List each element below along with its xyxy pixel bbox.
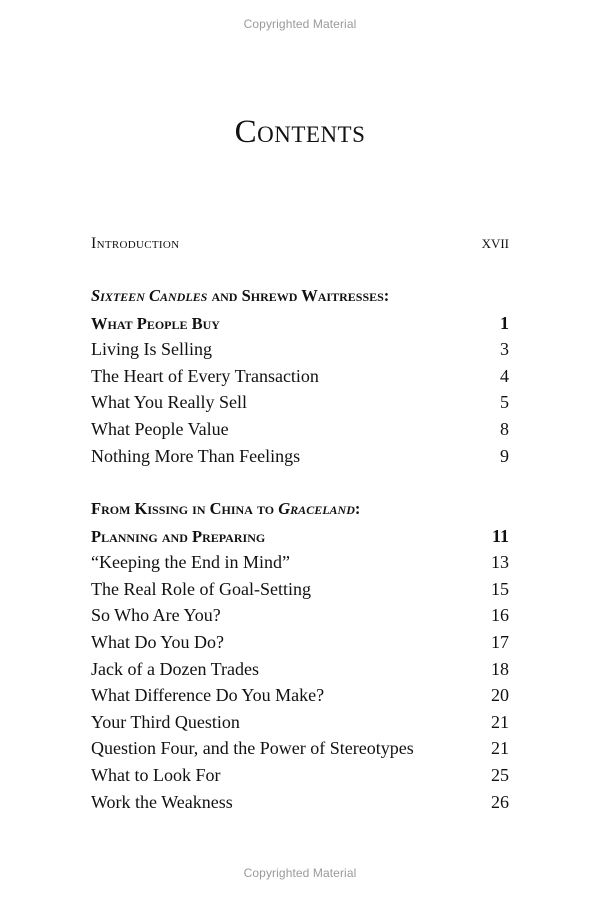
toc-entry	[91, 789, 509, 816]
toc-entry-page: xvii	[481, 232, 509, 252]
toc-entry-page: 25	[491, 764, 509, 785]
toc-entry-label: Question Four, and the Power of Stereotypes	[91, 738, 414, 759]
part-2-heading-prefix: From Kissing in China to	[91, 499, 279, 518]
toc-entry	[91, 602, 509, 629]
toc-entry	[91, 735, 509, 762]
toc-entry-label: Nothing More Than Feelings	[91, 445, 301, 466]
toc-entry-label: What to Look For	[91, 764, 221, 785]
toc-entry-page: 3	[500, 339, 509, 360]
toc-introduction	[91, 229, 509, 256]
part-2-heading-italic: Graceland	[278, 499, 355, 518]
toc-entry	[91, 576, 509, 603]
part-2-heading	[91, 496, 509, 523]
toc-entry-page: 5	[500, 392, 509, 413]
toc-entry-page: 16	[491, 605, 509, 626]
toc-entry	[91, 629, 509, 656]
toc-entry	[91, 656, 509, 683]
toc-entry-label: Living Is Selling	[91, 339, 212, 360]
toc-entry-label: What You Really Sell	[91, 392, 247, 413]
toc-entry-label: What Difference Do You Make?	[91, 685, 325, 706]
toc-entry	[91, 416, 509, 443]
toc-entry	[91, 336, 509, 363]
toc-entry	[91, 443, 509, 470]
toc-entry-page: 20	[491, 685, 509, 706]
toc-entry-page: 21	[491, 738, 509, 759]
toc-entry	[91, 709, 509, 736]
toc-entry-label: What Do You Do?	[91, 631, 224, 652]
toc-entry-page: 15	[491, 578, 509, 599]
toc-entry-label: What People Value	[91, 418, 229, 439]
toc-entry-label: Work the Weakness	[91, 791, 233, 812]
toc-entry-page: 17	[491, 631, 509, 652]
part-2-subheading-page: 11	[491, 525, 509, 546]
part-2-subheading	[91, 523, 509, 550]
toc-entry-label: The Real Role of Goal-Setting	[91, 578, 311, 599]
toc-entry-page: 18	[491, 658, 509, 679]
part-1-subheading-label: What People Buy	[91, 313, 220, 333]
toc-entry-label: Jack of a Dozen Trades	[91, 658, 259, 679]
toc-entry-label: The Heart of Every Transaction	[91, 365, 319, 386]
part-1-heading-rest: and Shrewd Waitresses:	[207, 286, 390, 305]
page-title: Contents	[234, 114, 366, 150]
toc-entry	[91, 549, 509, 576]
toc-entry-label: Introduction	[91, 235, 180, 252]
toc-entry-label: Your Third Question	[91, 711, 240, 732]
toc-part-1	[91, 283, 509, 469]
toc-entry	[91, 389, 509, 416]
toc-entry-page: 21	[491, 711, 509, 732]
toc-entry	[91, 762, 509, 789]
part-1-subheading	[91, 310, 509, 337]
part-1-subheading-page: 1	[500, 312, 509, 333]
watermark-top: Copyrighted Material	[243, 17, 357, 31]
toc-entry	[91, 363, 509, 390]
part-1-heading	[91, 283, 509, 310]
toc-entry-page: 13	[491, 552, 509, 573]
watermark-bottom: Copyrighted Material	[243, 866, 357, 880]
toc-entry-page: 4	[500, 365, 509, 386]
part-1-heading-italic: Sixteen Candles	[91, 286, 208, 305]
toc-entry-page: 9	[500, 445, 509, 466]
toc-entry	[91, 682, 509, 709]
toc-entry-label: So Who Are You?	[91, 605, 221, 626]
part-2-heading-suffix: :	[354, 499, 361, 518]
toc-entry-page: 26	[491, 791, 509, 812]
toc-entry-label: “Keeping the End in Mind”	[91, 552, 290, 573]
toc-entry-page: 8	[500, 418, 509, 439]
toc-entry-introduction	[91, 229, 509, 256]
toc-part-2	[91, 496, 509, 815]
part-2-subheading-label: Planning and Preparing	[91, 526, 266, 546]
